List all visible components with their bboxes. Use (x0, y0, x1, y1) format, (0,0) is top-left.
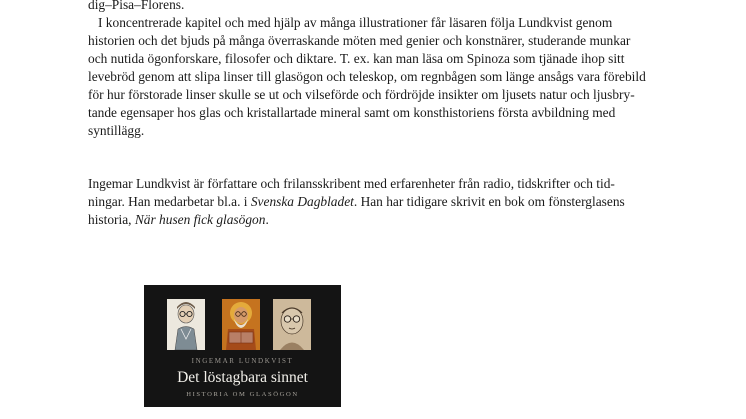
book-description-paragraph (88, 0, 688, 140)
text-run: . Han har tidigare skrivit en bok om fönsterglasens (353, 194, 625, 209)
text-line (88, 211, 688, 229)
book-cover-image (144, 285, 341, 407)
text-line: dig–Pisa–Florens. (88, 0, 185, 12)
previous-book-title: När husen fick glasögon (134, 212, 266, 227)
saint-reading-with-glasses-illustration (222, 299, 260, 350)
text-run: . (265, 212, 269, 227)
text-line (88, 193, 688, 211)
text-line: tande egensaper hos glas och kristallartade mineral samt om konsthistoriens första avbildning med (88, 105, 616, 120)
cover-subtitle: HISTORIA OM GLASÖGON (186, 391, 299, 398)
text-line: och nutida ögonforskare, filosofer och diktare. T. ex. kan man läsa om Spinoza som tjänade ihop sitt (88, 51, 625, 66)
text-line: för hur förstorade linser skulle se ut och vilseförde och fördröjde insikter om ljusets natur och ljusbry- (88, 87, 635, 102)
man-with-spectacles-sketch-illustration (273, 299, 311, 350)
cover-author: INGEMAR LUNDKVIST (191, 357, 294, 365)
text-run: ningar. Han medarbetar bl.a. i (88, 194, 251, 209)
text-line: historien och det bjuds på många överraskande möten med genier och konstnärer, studerande munkar (88, 33, 631, 48)
text-line: syntillägg. (88, 123, 145, 138)
cover-title: Det löstagbara sinnet (177, 369, 308, 386)
author-bio-paragraph (88, 175, 688, 229)
newspaper-title: Svenska Dagbladet (250, 194, 354, 209)
portrait-with-spectacles-illustration (167, 299, 205, 350)
text-run: historia, (88, 212, 135, 227)
text-line: I koncentrerade kapitel och med hjälp av många illustrationer får läsaren följa Lundkvist genom (98, 15, 613, 30)
text-line: levebröd genom att slipa linser till glasögon och teleskop, om regnbågen som länge ansågs vara förebild (88, 69, 646, 84)
text-line: Ingemar Lundkvist är författare och frilansskribent med erfarenheter från radio, tidskrifter och tid- (88, 176, 615, 191)
